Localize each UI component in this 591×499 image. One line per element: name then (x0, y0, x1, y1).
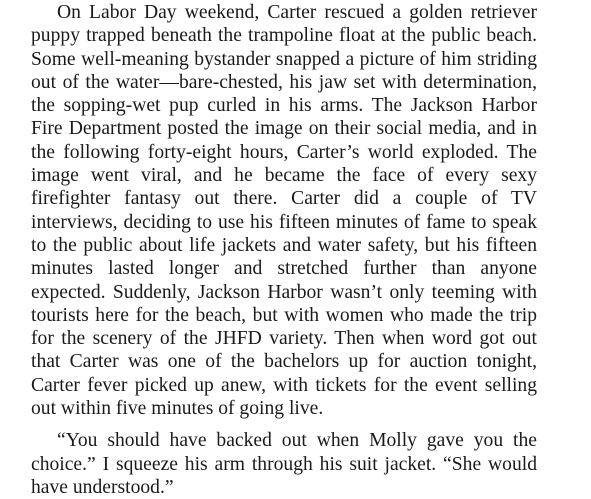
paragraph-2: “You should have backed out when Molly gave you the choice.” I squeeze his arm through his suit jacket. “She would have understood.” (31, 430, 537, 498)
paragraph-1: On Labor Day weekend, Carter rescued a golden retriever puppy trapped beneath the trampoline float at the public beach. Some well-meaning bystander snapped a picture of him striding out of the water—bare-chested, his jaw set with determination, the sopping-wet pup curled in his arms. The Jackson Harbor Fire Department posted the image on their social media, and in the following forty-eight hours, Carter’s world exploded. The image went viral, and he became the face of every sexy firefighter fantasy out there. Carter did a couple of TV interviews, deciding to use his fifteen minutes of fame to speak to the public about life jackets and water safety, but his fifteen minutes lasted longer and stretched further than anyone expected. Suddenly, Jackson Harbor wasn’t only teeming with tourists here for the beach, but with women who made the trip for the scenery of the JHFD variety. Then when word got out that Carter was one of the bachelors up for auction tonight, Carter fever picked up anew, with tickets for the event selling out within five minutes of going live. (31, 2, 537, 420)
book-page (31, 1, 537, 499)
